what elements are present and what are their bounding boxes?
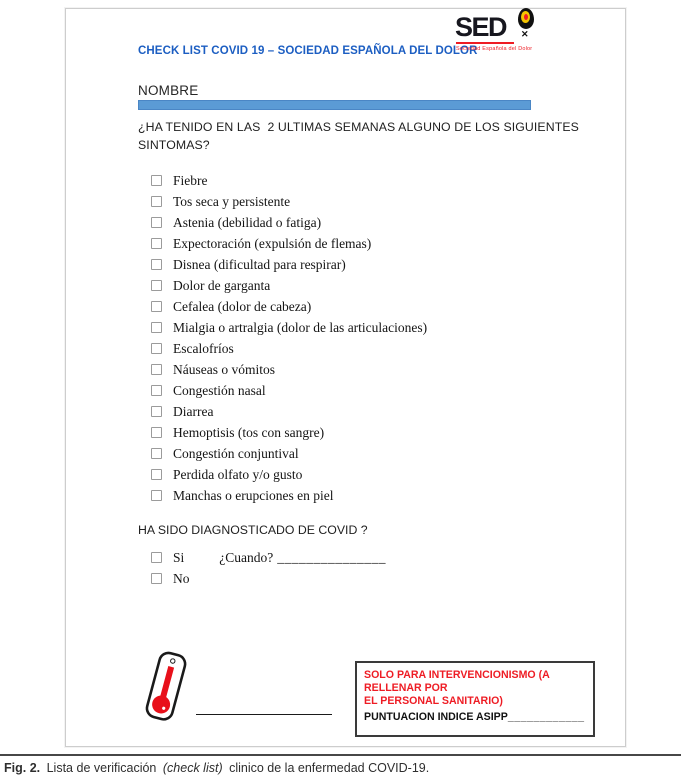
symptom-checkbox[interactable] (151, 469, 162, 480)
covid-no-label: No (173, 571, 190, 586)
symptom-row (151, 340, 234, 361)
covid-no-checkbox[interactable] (151, 573, 162, 584)
caption-fig-label: Fig. 2. (4, 761, 41, 775)
symptoms-question-line2: SINTOMAS? (138, 138, 210, 152)
symptom-label: Tos seca y persistente (173, 194, 291, 209)
asipp-score-row (364, 711, 585, 723)
symptom-label: Cefalea (dolor de cabeza) (173, 299, 312, 314)
caption-italic-text: (check list) (162, 761, 223, 775)
symptom-checkbox[interactable] (151, 364, 162, 375)
symptom-checkbox[interactable] (151, 196, 162, 207)
symptom-row (151, 466, 302, 487)
sed-logo-tagline: Sociedad Española del Dolor (456, 46, 533, 52)
caption-text: Lista de verificación (46, 761, 157, 775)
symptom-row (151, 256, 346, 277)
symptom-label: Astenia (debilidad o fatiga) (173, 215, 322, 230)
symptom-label: Congestión nasal (173, 383, 266, 398)
symptom-checkbox[interactable] (151, 259, 162, 270)
symptom-label: Fiebre (173, 173, 208, 188)
sed-target-icon (518, 8, 534, 29)
symptom-label: Náuseas o vómitos (173, 362, 275, 377)
caption-divider (0, 754, 681, 756)
symptom-checkbox[interactable] (151, 301, 162, 312)
symptom-checkbox[interactable] (151, 343, 162, 354)
caption-text: clinico de la enfermedad COVID-19. (229, 761, 430, 775)
name-input-bar[interactable] (138, 100, 531, 110)
symptom-label: Manchas o erupciones en piel (173, 488, 334, 503)
covid-diagnosis-question: HA SIDO DIAGNOSTICADO DE COVID ? (138, 523, 368, 537)
page-title: CHECK LIST COVID 19 – SOCIEDAD ESPAÑOLA DEL DOLOR (138, 45, 478, 57)
symptom-row (151, 403, 213, 424)
symptom-row (151, 424, 324, 445)
symptoms-question-line1: ¿HA TENIDO EN LAS 2 ULTIMAS SEMANAS ALGUNO DE LOS SIGUIENTES (138, 120, 579, 134)
symptom-row (151, 298, 311, 319)
sed-logo-wordmark: SED (455, 12, 507, 42)
symptom-row (151, 277, 270, 298)
signature-line-field[interactable] (196, 698, 332, 715)
symptom-label: Disnea (dificultad para respirar) (173, 257, 346, 272)
checklist-page (65, 8, 626, 747)
symptom-checkbox[interactable] (151, 217, 162, 228)
symptom-label: Perdida olfato y/o gusto (173, 467, 303, 482)
symptom-checkbox[interactable] (151, 280, 162, 291)
symptom-checkbox[interactable] (151, 490, 162, 501)
symptom-label: Mialgia o artralgia (dolor de las articulaciones) (173, 320, 428, 335)
symptom-checkbox[interactable] (151, 427, 162, 438)
symptom-label: Hemoptisis (tos con sangre) (173, 425, 325, 440)
symptom-row (151, 319, 427, 340)
covid-yes-label: Si (173, 550, 185, 565)
covid-when-blank-field[interactable]: _______________ (277, 550, 386, 565)
intervention-box (355, 661, 595, 737)
covid-when-label: ¿Cuando? (219, 550, 274, 565)
symptom-row (151, 487, 333, 508)
symptom-row (151, 445, 299, 466)
symptom-label: Expectoración (expulsión de flemas) (173, 236, 372, 251)
asipp-score-blank-field[interactable]: ____________ (507, 711, 585, 723)
symptom-checkbox[interactable] (151, 175, 162, 186)
symptom-row (151, 193, 290, 214)
symptom-checkbox[interactable] (151, 238, 162, 249)
symptom-row (151, 382, 266, 403)
symptom-label: Diarrea (173, 404, 214, 419)
symptom-checkbox[interactable] (151, 448, 162, 459)
symptom-label: Congestión conjuntival (173, 446, 299, 461)
symptom-label: Dolor de garganta (173, 278, 271, 293)
symptom-checkbox[interactable] (151, 385, 162, 396)
symptom-row (151, 172, 208, 193)
covid-option-no-row (151, 570, 190, 587)
sed-logo (455, 12, 550, 54)
symptom-checkbox[interactable] (151, 406, 162, 417)
symptom-checkbox[interactable] (151, 322, 162, 333)
asipp-score-label: PUNTUACION INDICE ASIPP (364, 711, 508, 723)
symptom-label: Escalofríos (173, 341, 234, 356)
symptom-row (151, 235, 371, 256)
logo-underline (456, 42, 514, 44)
symptom-row (151, 214, 321, 235)
thermometer-icon (136, 648, 194, 732)
figure-caption (4, 761, 432, 775)
symptom-row (151, 361, 275, 382)
covid-option-yes-row (151, 549, 386, 566)
intervention-notice: SOLO PARA INTERVENCIONISMO (A RELLENAR POR EL PERSONAL SANITARIO) (364, 669, 550, 707)
name-field-label: NOMBRE (138, 83, 199, 98)
sed-dart-icon: ✕ (521, 29, 529, 39)
covid-yes-checkbox[interactable] (151, 552, 162, 563)
